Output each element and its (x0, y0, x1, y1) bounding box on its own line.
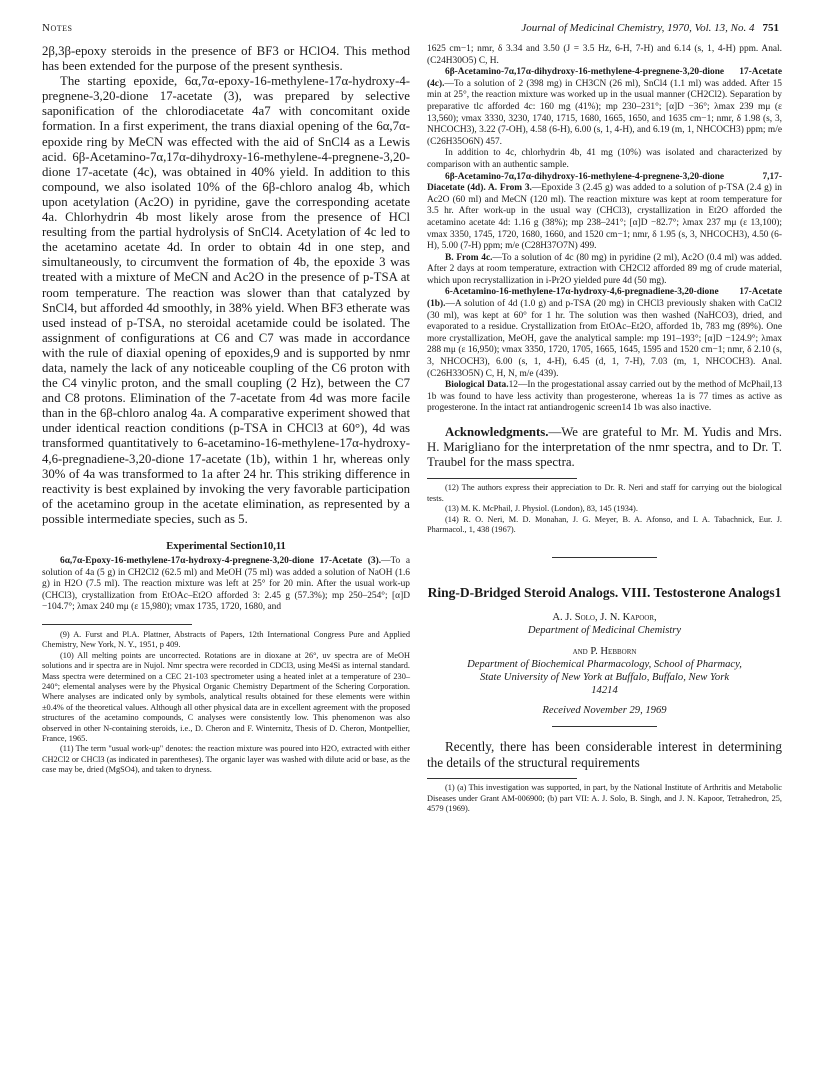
experimental-1b: 6-Acetamino-16-methylene-17α-hydroxy-4,6-pregnadiene-3,20-dione 17-Acetate (1b).—A solution of 4d (1.0 g) and p-TSA (20 mg) in CHCl3 previously shaken with CaCl2 (30 ml), was kept at 60° for 1 hr. The solution was then washed (NaHCO3), dried, and evaporated to a residue. Crystallization from EtOAc–Et2O, afforded 1b, 783 mg (89%). One more crystallization, MeOH, gave the analytical sample: mp 191–193°; [α]D −124.9°; λmax 288 mμ (ε 16,950); νmax 3350, 1720, 1705, 1665, 1645, 1595 and 1520 cm−1; nmr, δ 2.10 (s, 3, NHCOCH3), 6.00 (s, 1, 4-H), 6.45 (d, 1, 7-H), 7.03 (m, 1, NHCOCH3). Anal. (C26H33O5N) C, H, N, m/e (439). (427, 287, 782, 379)
footnote-1: (1) (a) This investigation was supported, in part, by the National Institute of Arthritis and Metabolic Diseases under Grant AM-006900; (b) part VII: A. J. Solo, B. Singh, and J. N. Kapoor, Tetrahedron, 25, 4579 (1969). (427, 783, 782, 814)
footnote-rule (427, 478, 577, 479)
footnote-9: (9) A. Furst and Pl.A. Plattner, Abstracts of Papers, 12th International Congress Pure and Applied Chemistry, New York, N. Y., 1951, p 409. (42, 629, 410, 650)
footnote-14: (14) R. O. Neri, M. D. Monahan, J. G. Meyer, B. A. Afonso, and I. A. Tabachnick, Eur. J. Pharmacol., 1, 438 (1967). (427, 514, 782, 534)
compound-heading: 6β-Acetamino-7α,17α-dihydroxy-16-methylene-4-pregnene-3,20-dione 7,17-Diacetate (4d). A. From 3. (427, 171, 782, 194)
left-column (42, 44, 410, 776)
experimental-heading: Experimental Section10,11 (166, 541, 286, 552)
compound-heading: 6-Acetamino-16-methylene-17α-hydroxy-4,6-pregnadiene-3,20-dione 17-Acetate (1b). (427, 287, 782, 310)
compound-heading: 6α,7α-Epoxy-16-methylene-17α-hydroxy-4-pregnene-3,20-dione 17-Acetate (3). (60, 556, 382, 566)
header-citation: Journal of Medicinal Chemistry, 1970, Vol. 13, No. 4 751 (521, 22, 779, 34)
compound-heading: B. From 4c. (445, 252, 493, 263)
compound-heading: 6β-Acetamino-7α,17α-dihydroxy-16-methylene-4-pregnene-3,20-dione 17-Acetate (4c). (427, 67, 782, 89)
received-date: Received November 29, 1969 (542, 705, 667, 717)
paragraph-main: The starting epoxide, 6α,7α-epoxy-16-methylene-17α-hydroxy-4-pregnene-3,20-dione 17-acetate (3), was prepared by selective saponification of the chlorodiacetate 4a7 with concomitant oxide formation. In a first experiment, the trans diaxial opening of the 6α,7α-epoxide ring by MeCN was effected with the aid of SnCl4 as a Lewis acid. 6β-Acetamino-7α,17α-dihydroxy-16-methylene-4-pregnene-3,20-dione 17-acetate (4c), was obtained in 40% yield. In addition to this compound, we also isolated 10% of the 6β-chloro analog 4b, which upon acetylation (Ac2O) in pyridine, gave the corresponding acetate 4a. Chlorhydrin 4b most likely arose from the presence of HCl resulting from the partial hydrolysis of SnCl4. Acetylation of 4c led to the acetamino acetate 4d. In order to obtain 4d in one step, and simultaneously, to circumvent the formation of 4b, the epoxide 3 was treated with a mixture of MeCN and Ac2O in the presence of p-TSA at room temperature. The reaction was slower than that catalyzed by SnCl4, but afforded 4d smoothly, in 38% yield. When BF3 etherate was used instead of p-TSA, no steroidal acetamide could be isolated. The assignment of configurations at C6 and C7 was made in accordance with the rule of diaxial opening of epoxides,9 and is supported by nmr data, namely the lack of any noticeable coupling of the C6 proton with the C4 vinylic proton, and the small coupling (2 Hz), between the C7 and C8 protons. Elimination of the 7-acetate from 4d was more facile than in the 6β-chloro analog 4a. A comparative experiment showed that under identical reaction conditions (p-TSA in CHCl3 at 60°), 4d was transformed quantitatively to 6-acetamino-16-methylene-17α-hydroxy-4,6-pregnadiene-3,20-dione 17-acetate (1b), within 1 hr, whereas only 30% of 4a was transformed to 1a after 24 hr. This striking difference in reactivity is best explained by invoking the very favorable participation of the acetamino group in the acetate elimination, as represented by a possible intermediate species, such as 5. (42, 74, 410, 526)
footnote-10: (10) All melting points are uncorrected. Rotations are in dioxane at 26°, uv spectra are of MeOH solutions and ir spectra are in Nujol. Nmr spectra were recorded in CDCl3, using Me4Si as internal standard. Mass spectra were determined on a CEC 21-103 spectrometer using a heated inlet at a temperature of 230–240°; elemental analyses were by the Physical Organic Chemistry Department of the Schering Corporation. Where analyses are indicated only by symbols, analytical results obtained for these elements were within ±0.4% of the theoretical values. Although all other physical data are in excellent agreement with the proposed structures of the acetamino compounds, C analyses were consistently low. This phenomenon was also observed in other N-containing steroids, i.e., D. Cheron and F. Winternitz, Thesis of D. Cheron, Montpellier, France, 1965. (42, 650, 410, 744)
footnote-13: (13) M. K. McPhail, J. Physiol. (London), 83, 145 (1934). (445, 504, 638, 514)
department-1: Department of Medicinal Chemistry (527, 625, 682, 637)
acknowledgments: Acknowledgments.—We are grateful to Mr. M. Yudis and Mrs. H. Marigliano for the interpretation of the nmr spectra, and to Dr. T. Traubel for the mass spectra. (427, 425, 782, 470)
paragraph-continuation: 2β,3β-epoxy steroids in the presence of BF3 or HClO4. This method has been extended for the purpose of the present synthesis. (42, 44, 410, 74)
article-title: Ring-D-Bridged Steroid Analogs. VIII. Testosterone Analogs1 (427, 585, 782, 601)
footnote-11: (11) The term "usual work-up" denotes: the reaction mixture was poured into H2O, extracted with either CH2Cl2 or CHCl3 (as indicated in parentheses). The organic layer was washed with dilute acid or base, as the case may be, dried (MgSO4), and taken to dryness. (42, 744, 410, 775)
footnote-rule (42, 624, 192, 625)
experimental-4c-note: In addition to 4c, chlorhydrin 4b, 41 mg (10%) was isolated and characterized by comparison with an authentic sample. (427, 148, 782, 170)
footnote-12: (12) The authors express their appreciation to Dr. R. Neri and staff for carrying out the biological tests. (427, 483, 782, 503)
affiliation: Department of Biochemical Pharmacology, School of Pharmacy, State University of New York at Buffalo, Buffalo, New York 14214 (467, 659, 742, 697)
intro-paragraph: Recently, there has been considerable interest in determining the details of the structural requirements (427, 739, 782, 770)
experimental-4d: 6β-Acetamino-7α,17α-dihydroxy-16-methylene-4-pregnene-3,20-dione 7,17-Diacetate (4d). A. From 3.—Epoxide 3 (2.45 g) was added to a solution of p-TSA (2.4 g) in Ac2O (60 ml) and MeCN (120 ml). The reaction mixture was kept at room temperature for 3.5 hr. After work-up in the usual way (CHCl3), crystallization in Et2O afforded the acetamino acetate 4d: 1.16 g (38%); mp 238–241°; [α]D −82.7°; λmax 237 mμ (ε 13,100); νmax 3350, 1745, 1720, 1680, 1660, and 1520 cm−1; nmr, δ 1.95 (s, 3, NHCOCH3), 4.50 (6-H), 5.00 (7-H) ppm; m/e (C28H37O7N) 499. (427, 171, 782, 252)
separator-2 (552, 726, 657, 727)
experimental-4d-b: B. From 4c.—To a solution of 4c (80 mg) in pyridine (2 ml), Ac2O (0.4 ml) was added. After 2 days at room temperature, extraction with CH2Cl2 afforded 89 mg of crude material, which upon recrystallization in i-Pr2O yielded pure 4d (50 mg). (427, 252, 782, 286)
compound-heading: Biological Data. (445, 380, 509, 391)
author-2: and P. Hebborn (572, 646, 637, 658)
experimental-paragraph: 6α,7α-Epoxy-16-methylene-17α-hydroxy-4-pregnene-3,20-dione 17-Acetate (3).—To a solution of 4a (5 g) in CH2Cl2 (62.5 ml) and MeOH (75 ml) was added a solution of NaOH (1.6 g) in H2O (7.5 ml). The reaction mixture was left at 25° for 20 min. After the usual work-up (CHCl3), crystallization from EtOAc–Et2O afforded 3: 2.45 g (57.3%); mp 250–254°; [α]D −104.7°; λmax 240 mμ (ε 15,980); νmax 1735, 1720, 1680, and (42, 556, 410, 613)
experimental-4c: 6β-Acetamino-7α,17α-dihydroxy-16-methylene-4-pregnene-3,20-dione 17-Acetate (4c).—To a solution of 2 (398 mg) in CH3CN (26 ml), SnCl4 (1.1 ml) was added. After 15 min at 25°, the reaction mixture was worked up in the usual manner (CH2Cl2). Separation by preparative tlc afforded 4c: 160 mg (41%); mp 230–231°; [α]D −36°; λmax 239 mμ (ε 13,560); νmax 3330, 3230, 1740, 1715, 1680, 1665, 1650, and 1635 cm−1; nmr, δ 1.98 (s, 3, NHCOCH3), 3.22 (7-OH), 4.58 (6-H), 6.00 (s, 1, 4-H), and 6.19 (m, 1, NHCOCH3) ppm; m/e (C26H35O6N) 457. (427, 67, 782, 147)
authors: A. J. Solo, J. N. Kapoor, (552, 612, 657, 624)
header-section: Notes (42, 22, 73, 34)
footnote-rule (427, 778, 577, 779)
right-column (427, 44, 782, 815)
page-number: 751 (762, 22, 779, 34)
ack-heading: Acknowledgments. (445, 425, 549, 439)
article-separator (552, 557, 657, 558)
running-header (42, 22, 779, 38)
experimental-continuation: 1625 cm−1; nmr, δ 3.34 and 3.50 (J = 3.5 Hz, 6-H, 7-H) and 6.14 (s, 1, 4-H) ppm. Anal. (C24H30O5) C, H. (427, 44, 782, 66)
biological-data: Biological Data.12—In the progestational assay carried out by the method of McPhail,13 1b was found to have less activity than progesterone, whereas 1a is 77 times as active as progesterone. In the intact rat antiandrogenic screen14 1b was also inactive. (427, 380, 782, 414)
